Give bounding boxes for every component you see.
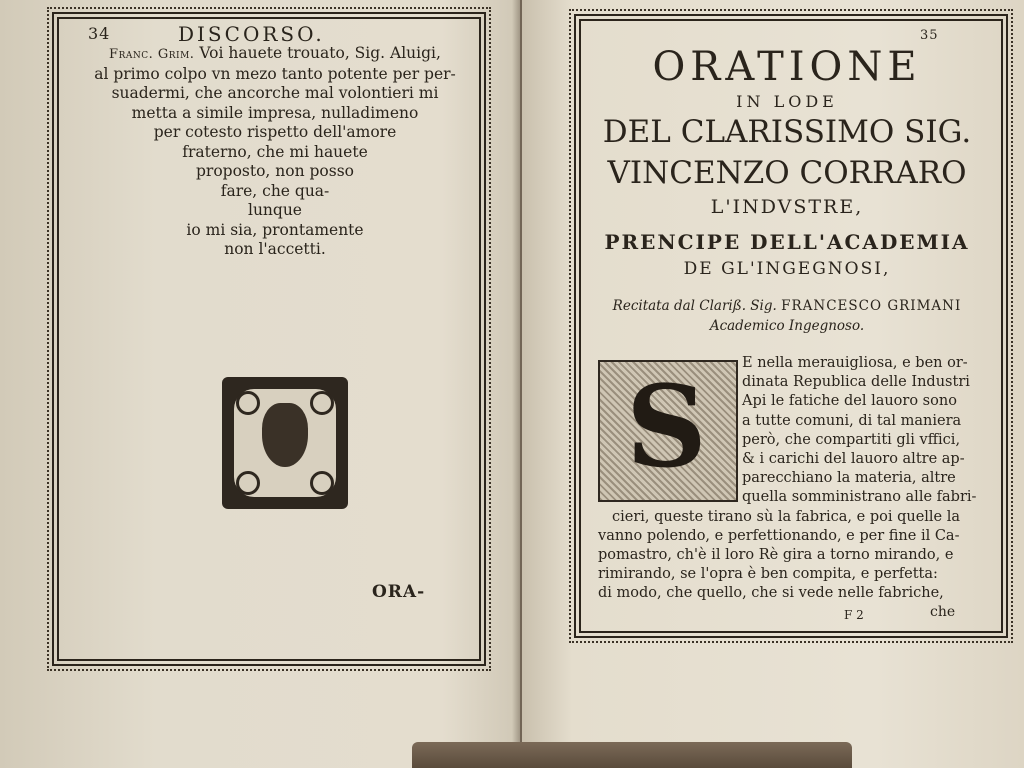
text-line: pomastro, ch'è il loro Rè gira a torno mirando, e bbox=[598, 547, 954, 564]
text-line: rimirando, se l'opra è ben compita, e perfetta: bbox=[598, 566, 938, 583]
catchword-left: ORA- bbox=[372, 582, 426, 602]
page-number-right: 35 bbox=[920, 28, 939, 43]
speaker-name: Franc. Grim. bbox=[109, 47, 195, 62]
mask-ornament-icon bbox=[222, 377, 348, 509]
text-line: proposto, non posso bbox=[195, 162, 354, 180]
text-line: fraterno, che mi hauete bbox=[182, 142, 368, 161]
page-number-left: 34 bbox=[88, 24, 111, 43]
text-line: Franc. Grim. Voi hauete trouato, Sig. Aluigi, bbox=[109, 44, 441, 62]
right-page bbox=[522, 0, 1024, 768]
title-line: L'INDVSTRE, bbox=[710, 196, 864, 218]
text-line: dinata Republica delle Industri bbox=[742, 374, 970, 391]
catchword-right: che bbox=[930, 604, 956, 620]
title-line: IN LODE bbox=[736, 92, 838, 111]
signature-mark: F 2 bbox=[844, 608, 864, 622]
title-line: PRENCIPE DELL'ACADEMIA bbox=[604, 230, 970, 254]
left-page-text bbox=[80, 44, 470, 260]
title-line: DE GL'INGEGNOSI, bbox=[683, 259, 891, 279]
text-line: cieri, queste tirano sù la fabrica, e poi quelle la bbox=[612, 508, 961, 525]
book-spine-edge bbox=[412, 742, 852, 768]
title-line: VINCENZO CORRARO bbox=[607, 155, 967, 191]
text-line: metta a simile impresa, nulladimeno bbox=[131, 103, 419, 122]
text-line: parecchiano la materia, altre bbox=[742, 470, 956, 487]
text-line: Api le fatiche del lauoro sono bbox=[742, 393, 957, 410]
oration-title: ORATIONE bbox=[652, 44, 922, 90]
text-line: per cotesto rispetto dell'amore bbox=[153, 123, 397, 141]
oration-body-text bbox=[598, 354, 982, 604]
initial-letter: S bbox=[626, 362, 707, 493]
academic-line: Academico Ingegnoso. bbox=[709, 318, 865, 334]
text-line: vanno polendo, e perfettionando, e per fine il Ca- bbox=[598, 527, 960, 544]
text-line: suadermi, che ancorche mal volontieri mi bbox=[111, 84, 439, 102]
text-line: fare, che qua- bbox=[220, 181, 330, 200]
running-head: DISCORSO. bbox=[178, 22, 325, 46]
text-line: quella somministrano alle fabri- bbox=[742, 489, 977, 506]
text-line: io mi sia, prontamente bbox=[186, 220, 364, 239]
text-line: a tutte comuni, di tal maniera bbox=[742, 412, 962, 429]
text-line: E nella merauigliosa, e ben or- bbox=[742, 355, 968, 371]
text-line: lunque bbox=[247, 201, 302, 219]
title-line: DEL CLARISSIMO SIG. bbox=[602, 114, 972, 150]
text-line: & i carichi del lauoro altre ap- bbox=[742, 451, 965, 468]
text-line: al primo colpo vn mezo tanto potente per per- bbox=[94, 64, 456, 83]
text-line: di modo, che quello, che si vede nelle fabriche, bbox=[598, 585, 944, 602]
text-line: però, che compartiti gli vffici, bbox=[742, 431, 961, 448]
recited-by-line: Recitata dal Clariß. Sig. FRANCESCO GRIMANI bbox=[612, 298, 962, 314]
text-line: non l'accetti. bbox=[224, 240, 326, 258]
